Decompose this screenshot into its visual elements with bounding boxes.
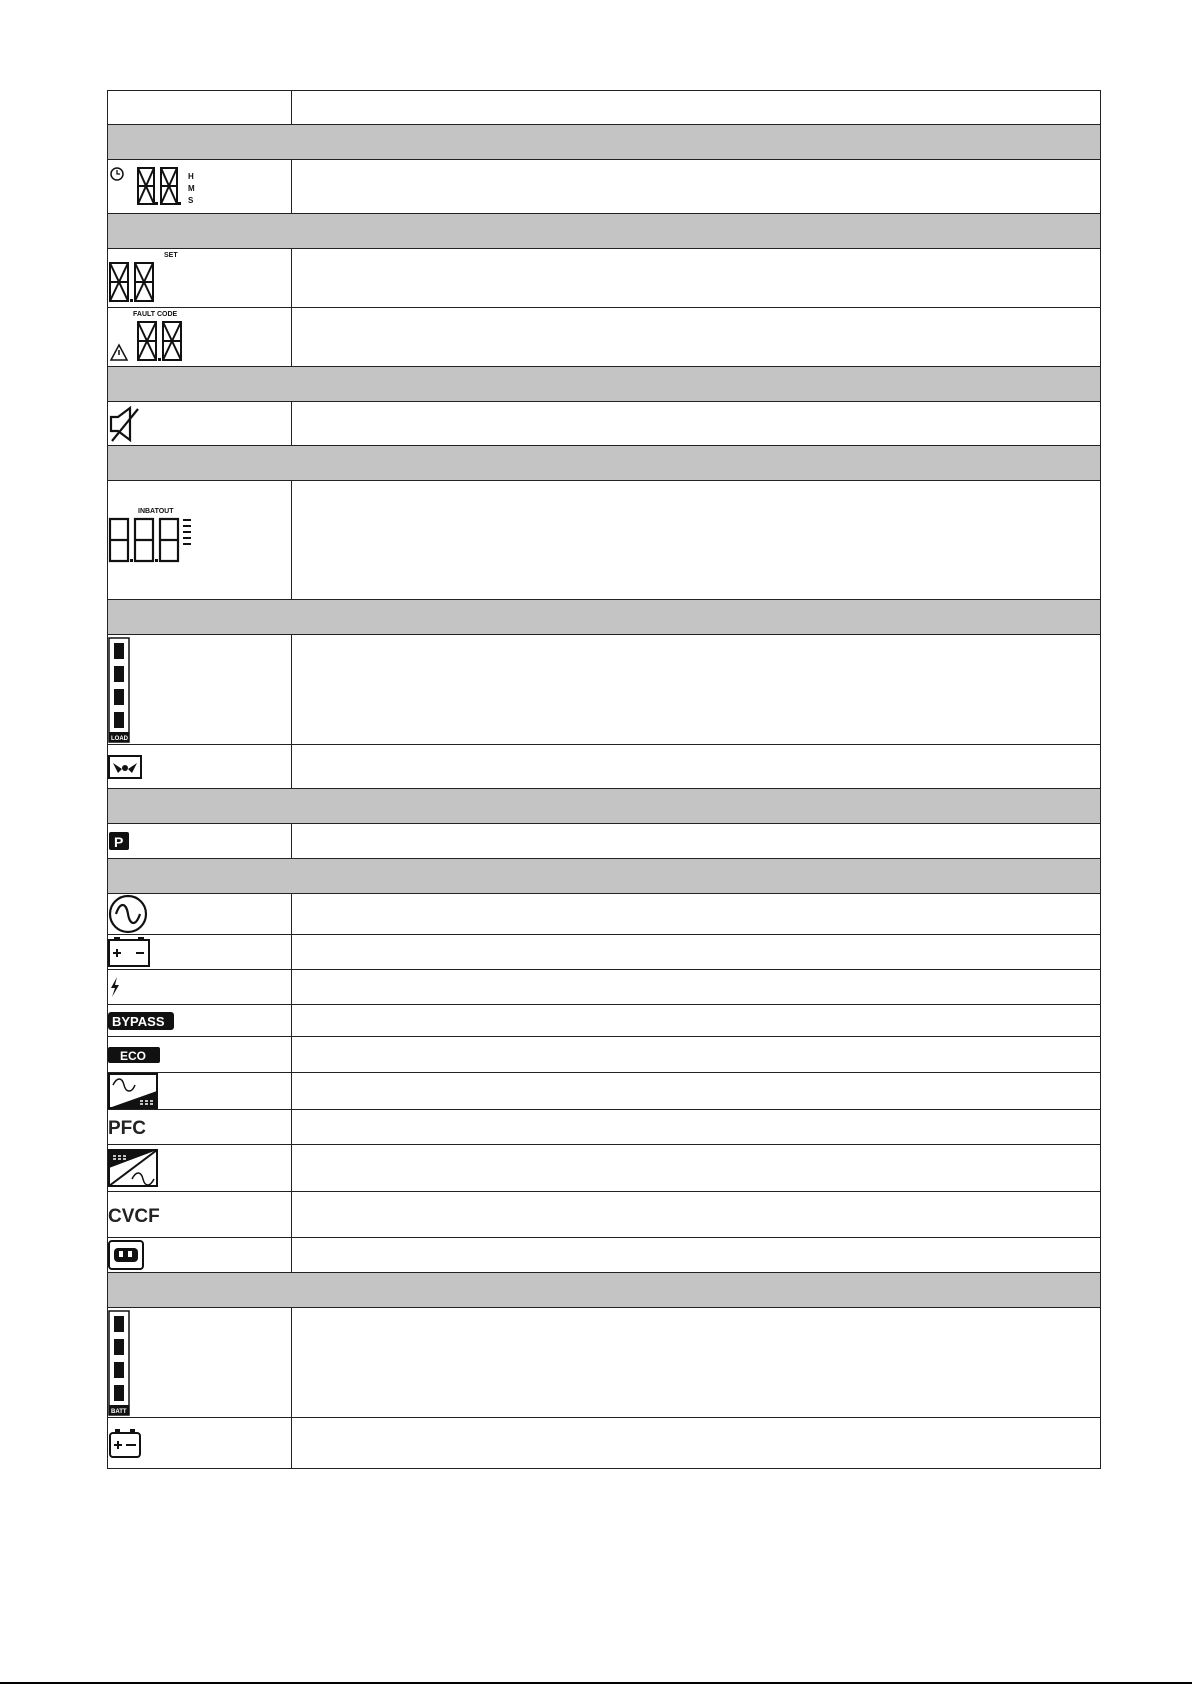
section-title <box>108 446 1101 481</box>
io-display-icon <box>108 505 218 575</box>
section-title <box>108 1273 1101 1308</box>
load-label: LOAD <box>111 735 128 742</box>
table-row <box>108 1110 1101 1145</box>
batt-label: BATT <box>111 1408 127 1415</box>
overload-cell <box>108 745 292 789</box>
table-row <box>108 1238 1101 1273</box>
section-row <box>108 789 1101 824</box>
table-row <box>108 1308 1101 1418</box>
battery-mode-cell <box>108 935 292 970</box>
table-row <box>108 824 1101 859</box>
table-row <box>108 894 1101 935</box>
set-label: SET <box>164 252 178 259</box>
p-label: P <box>114 834 124 850</box>
bypass-label: BYPASS <box>112 1013 165 1029</box>
unit-h-label: H <box>188 171 194 181</box>
timer-display-icon <box>108 162 208 212</box>
timer-display-cell <box>108 160 292 214</box>
table-row <box>108 1037 1101 1073</box>
section-title <box>108 600 1101 635</box>
overload-icon <box>108 754 144 780</box>
table-row <box>108 1073 1101 1110</box>
table-row <box>108 1192 1101 1238</box>
table-row <box>108 935 1101 970</box>
table-row <box>108 745 1101 789</box>
section-row <box>108 600 1101 635</box>
pfc-cell <box>108 1110 292 1145</box>
section-title <box>108 789 1101 824</box>
cvcf-label: CVCF <box>108 1205 160 1226</box>
table-row <box>108 308 1101 367</box>
ac-sine-icon <box>108 894 150 934</box>
mute-icon <box>108 405 144 443</box>
battery-level-cell <box>108 1308 292 1418</box>
section-title <box>108 125 1101 160</box>
programmable-outlet-icon <box>108 830 130 852</box>
eco-label: ECO <box>120 1048 147 1063</box>
section-row <box>108 1273 1101 1308</box>
table-row <box>108 1145 1101 1192</box>
load-level-cell <box>108 635 292 745</box>
battery-level-icon <box>108 1309 132 1417</box>
fault-code-icon <box>108 308 198 366</box>
table-row <box>108 635 1101 745</box>
battery-test-icon <box>108 1240 146 1270</box>
table-row <box>108 249 1101 308</box>
warning-icon <box>111 345 127 360</box>
section-row <box>108 367 1101 402</box>
input-bat-output-label: INBATOUT <box>138 508 174 515</box>
section-row <box>108 214 1101 249</box>
table-row <box>108 481 1101 600</box>
cvcf-cell <box>108 1192 292 1238</box>
section-row <box>108 859 1101 894</box>
fault-code-cell <box>108 308 292 367</box>
cvcf-indicator <box>108 1204 178 1226</box>
setting-display-icon <box>108 249 188 307</box>
io-display-cell <box>108 481 292 600</box>
bypass-cell <box>108 1005 292 1037</box>
pfc-label: PFC <box>108 1118 146 1138</box>
fault-code-label: FAULT CODE <box>133 311 178 318</box>
rectifier-icon <box>108 1149 160 1187</box>
section-title <box>108 367 1101 402</box>
programmable-outlet-cell <box>108 824 292 859</box>
table-row <box>108 160 1101 214</box>
inverter-cell <box>108 1073 292 1110</box>
header-row <box>108 91 1101 125</box>
pfc-indicator <box>108 1116 156 1138</box>
unit-s-label: S <box>188 195 194 205</box>
eco-cell <box>108 1037 292 1073</box>
mute-cell <box>108 402 292 446</box>
page-bottom-line <box>0 1682 1192 1684</box>
section-title <box>108 859 1101 894</box>
battery-plus-minus-icon <box>108 1427 144 1459</box>
lightning-bolt-icon <box>108 976 122 998</box>
battery-fault-cell <box>108 1418 292 1469</box>
table-row <box>108 1418 1101 1469</box>
table-row <box>108 402 1101 446</box>
header-display-col <box>108 91 292 125</box>
battery-test-cell <box>108 1238 292 1273</box>
rectifier-cell <box>108 1145 292 1192</box>
section-row <box>108 446 1101 481</box>
battery-icon <box>108 936 152 968</box>
lcd-icon-table <box>107 90 1101 1469</box>
inverter-icon <box>108 1073 160 1109</box>
header-function-col <box>292 91 1101 125</box>
bolt-cell <box>108 970 292 1005</box>
ac-input-cell <box>108 894 292 935</box>
section-title <box>108 214 1101 249</box>
setting-display-cell <box>108 249 292 308</box>
table-row <box>108 1005 1101 1037</box>
eco-badge <box>108 1045 162 1065</box>
load-level-icon <box>108 636 132 744</box>
unit-m-label: M <box>188 183 195 193</box>
section-row <box>108 125 1101 160</box>
bypass-badge <box>108 1011 176 1031</box>
table-row <box>108 970 1101 1005</box>
